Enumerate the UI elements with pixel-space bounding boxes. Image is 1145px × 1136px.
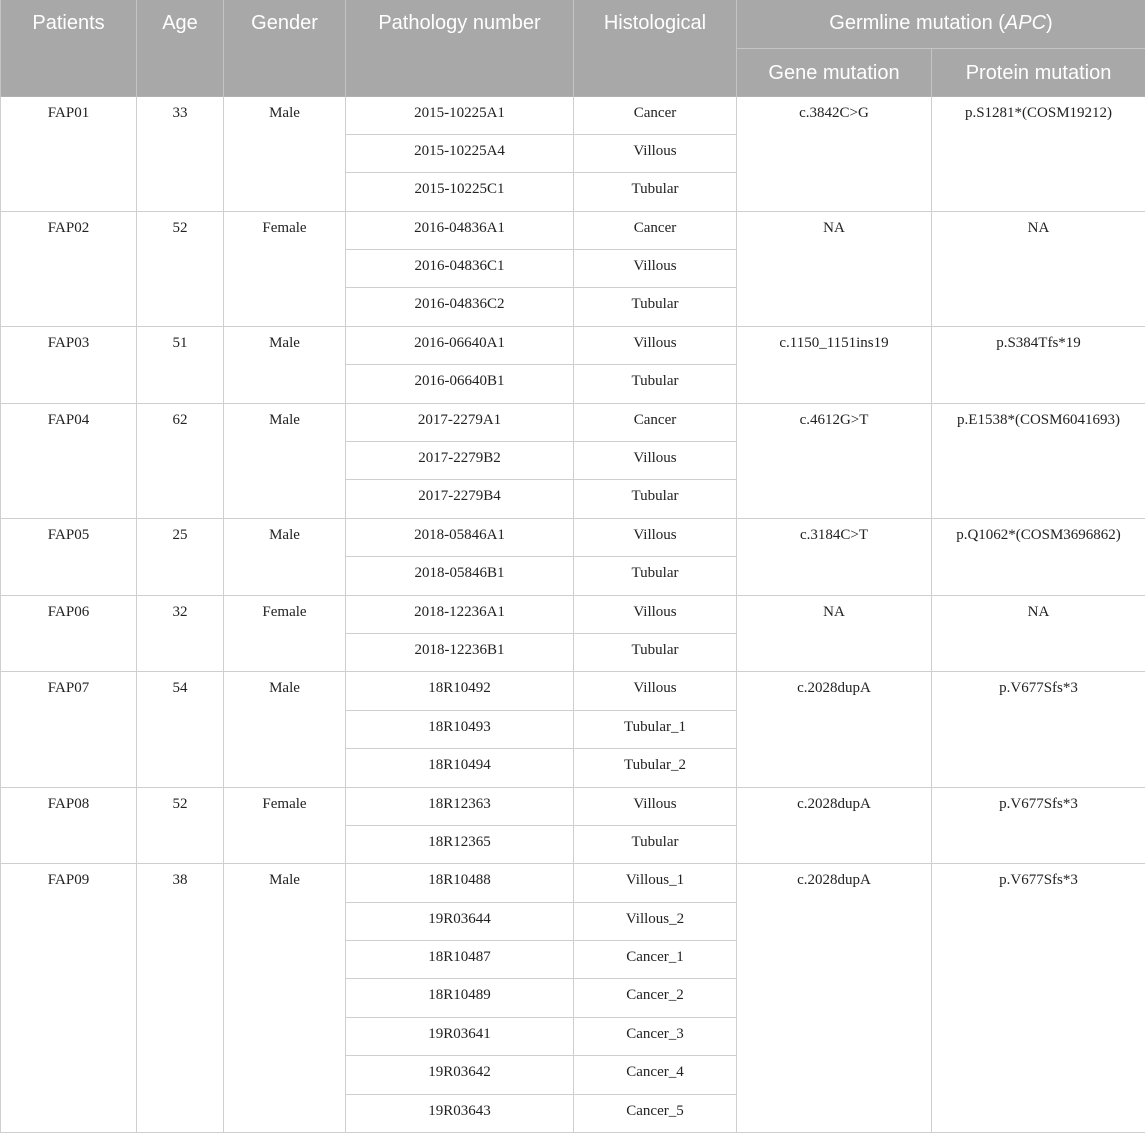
pathology-number-cell: 2016-04836C2 [346,288,574,326]
header-protein-mutation: Protein mutation [932,48,1145,96]
gene-mutation-cell: c.2028dupA [737,787,932,864]
histological-cell: Villous [574,672,737,710]
histological-cell: Villous [574,595,737,633]
patient-id-cell: FAP05 [1,518,137,595]
protein-mutation-cell: p.V677Sfs*3 [932,864,1145,1133]
histological-cell: Villous_2 [574,902,737,940]
histological-cell: Villous [574,787,737,825]
histological-cell: Cancer_3 [574,1017,737,1055]
histological-cell: Villous [574,134,737,172]
table-header [1,0,1145,96]
gender-cell: Male [224,403,346,518]
gender-cell: Male [224,326,346,403]
protein-mutation-cell: p.V677Sfs*3 [932,672,1145,787]
pathology-number-cell: 19R03644 [346,902,574,940]
histological-cell: Tubular_1 [574,710,737,748]
age-cell: 38 [137,864,224,1133]
table-row [1,518,1145,556]
table-row [1,326,1145,364]
header-germline-prefix: Germline mutation ( [829,12,1005,34]
histological-cell: Tubular [574,480,737,518]
age-cell: 62 [137,403,224,518]
protein-mutation-cell: p.S1281*(COSM19212) [932,96,1145,211]
pathology-number-cell: 18R12365 [346,825,574,863]
pathology-number-cell: 19R03643 [346,1094,574,1132]
pathology-number-cell: 2015-10225A1 [346,96,574,134]
age-cell: 32 [137,595,224,672]
age-cell: 52 [137,211,224,326]
gene-mutation-cell: c.1150_1151ins19 [737,326,932,403]
gender-cell: Male [224,518,346,595]
histological-cell: Cancer [574,211,737,249]
histological-cell: Villous [574,250,737,288]
table-row [1,211,1145,249]
table-row [1,864,1145,902]
gender-cell: Male [224,672,346,787]
header-gene-mutation: Gene mutation [737,48,932,96]
pathology-number-cell: 19R03641 [346,1017,574,1055]
table-body [1,96,1145,1133]
age-cell: 25 [137,518,224,595]
table-row [1,96,1145,134]
table-row [1,403,1145,441]
pathology-number-cell: 2018-05846A1 [346,518,574,556]
gene-mutation-cell: NA [737,211,932,326]
pathology-number-cell: 18R10489 [346,979,574,1017]
protein-mutation-cell: p.V677Sfs*3 [932,787,1145,864]
gender-cell: Male [224,96,346,211]
header-pathology-number: Pathology number [346,0,574,96]
patient-id-cell: FAP09 [1,864,137,1133]
histological-cell: Tubular [574,288,737,326]
gender-cell: Female [224,787,346,864]
histological-cell: Tubular [574,557,737,595]
header-germline-suffix: ) [1046,12,1053,34]
histological-cell: Villous [574,326,737,364]
pathology-number-cell: 18R10494 [346,749,574,787]
gene-mutation-cell: c.2028dupA [737,864,932,1133]
histological-cell: Cancer_4 [574,1056,737,1094]
gene-mutation-cell: c.3842C>G [737,96,932,211]
pathology-number-cell: 2016-06640A1 [346,326,574,364]
histological-cell: Cancer [574,96,737,134]
pathology-number-cell: 2018-12236A1 [346,595,574,633]
pathology-number-cell: 2018-05846B1 [346,557,574,595]
histological-cell: Cancer [574,403,737,441]
pathology-number-cell: 2016-04836A1 [346,211,574,249]
histological-cell: Tubular [574,365,737,403]
histological-cell: Tubular [574,633,737,671]
pathology-number-cell: 2017-2279A1 [346,403,574,441]
histological-cell: Cancer_5 [574,1094,737,1132]
age-cell: 51 [137,326,224,403]
patient-id-cell: FAP04 [1,403,137,518]
table-row [1,787,1145,825]
patient-id-cell: FAP08 [1,787,137,864]
pathology-number-cell: 2016-04836C1 [346,250,574,288]
pathology-number-cell: 18R10493 [346,710,574,748]
gender-cell: Male [224,864,346,1133]
histological-cell: Villous [574,442,737,480]
header-histological: Histological [574,0,737,96]
gender-cell: Female [224,211,346,326]
pathology-number-cell: 18R12363 [346,787,574,825]
gender-cell: Female [224,595,346,672]
header-germline-mutation [737,0,1145,48]
age-cell: 52 [137,787,224,864]
pathology-number-cell: 18R10487 [346,941,574,979]
table-row [1,672,1145,710]
protein-mutation-cell: p.E1538*(COSM6041693) [932,403,1145,518]
pathology-number-cell: 18R10492 [346,672,574,710]
patient-id-cell: FAP07 [1,672,137,787]
pathology-number-cell: 2015-10225C1 [346,173,574,211]
protein-mutation-cell: NA [932,211,1145,326]
histological-cell: Tubular [574,825,737,863]
pathology-number-cell: 2016-06640B1 [346,365,574,403]
protein-mutation-cell: p.S384Tfs*19 [932,326,1145,403]
header-gender: Gender [224,0,346,96]
gene-mutation-cell: NA [737,595,932,672]
header-germline-gene: APC [1004,12,1047,34]
protein-mutation-cell: p.Q1062*(COSM3696862) [932,518,1145,595]
gene-mutation-cell: c.3184C>T [737,518,932,595]
age-cell: 33 [137,96,224,211]
pathology-number-cell: 2018-12236B1 [346,633,574,671]
histological-cell: Villous [574,518,737,556]
table-row [1,595,1145,633]
pathology-number-cell: 2017-2279B4 [346,480,574,518]
pathology-number-cell: 2015-10225A4 [346,134,574,172]
gene-mutation-cell: c.4612G>T [737,403,932,518]
histological-cell: Tubular [574,173,737,211]
gene-mutation-cell: c.2028dupA [737,672,932,787]
header-patients: Patients [1,0,137,96]
patient-id-cell: FAP02 [1,211,137,326]
pathology-number-cell: 19R03642 [346,1056,574,1094]
pathology-number-cell: 18R10488 [346,864,574,902]
histological-cell: Cancer_2 [574,979,737,1017]
pathology-number-cell: 2017-2279B2 [346,442,574,480]
patient-id-cell: FAP06 [1,595,137,672]
histological-cell: Cancer_1 [574,941,737,979]
age-cell: 54 [137,672,224,787]
histological-cell: Villous_1 [574,864,737,902]
protein-mutation-cell: NA [932,595,1145,672]
histological-cell: Tubular_2 [574,749,737,787]
patient-id-cell: FAP03 [1,326,137,403]
header-age: Age [137,0,224,96]
patient-id-cell: FAP01 [1,96,137,211]
